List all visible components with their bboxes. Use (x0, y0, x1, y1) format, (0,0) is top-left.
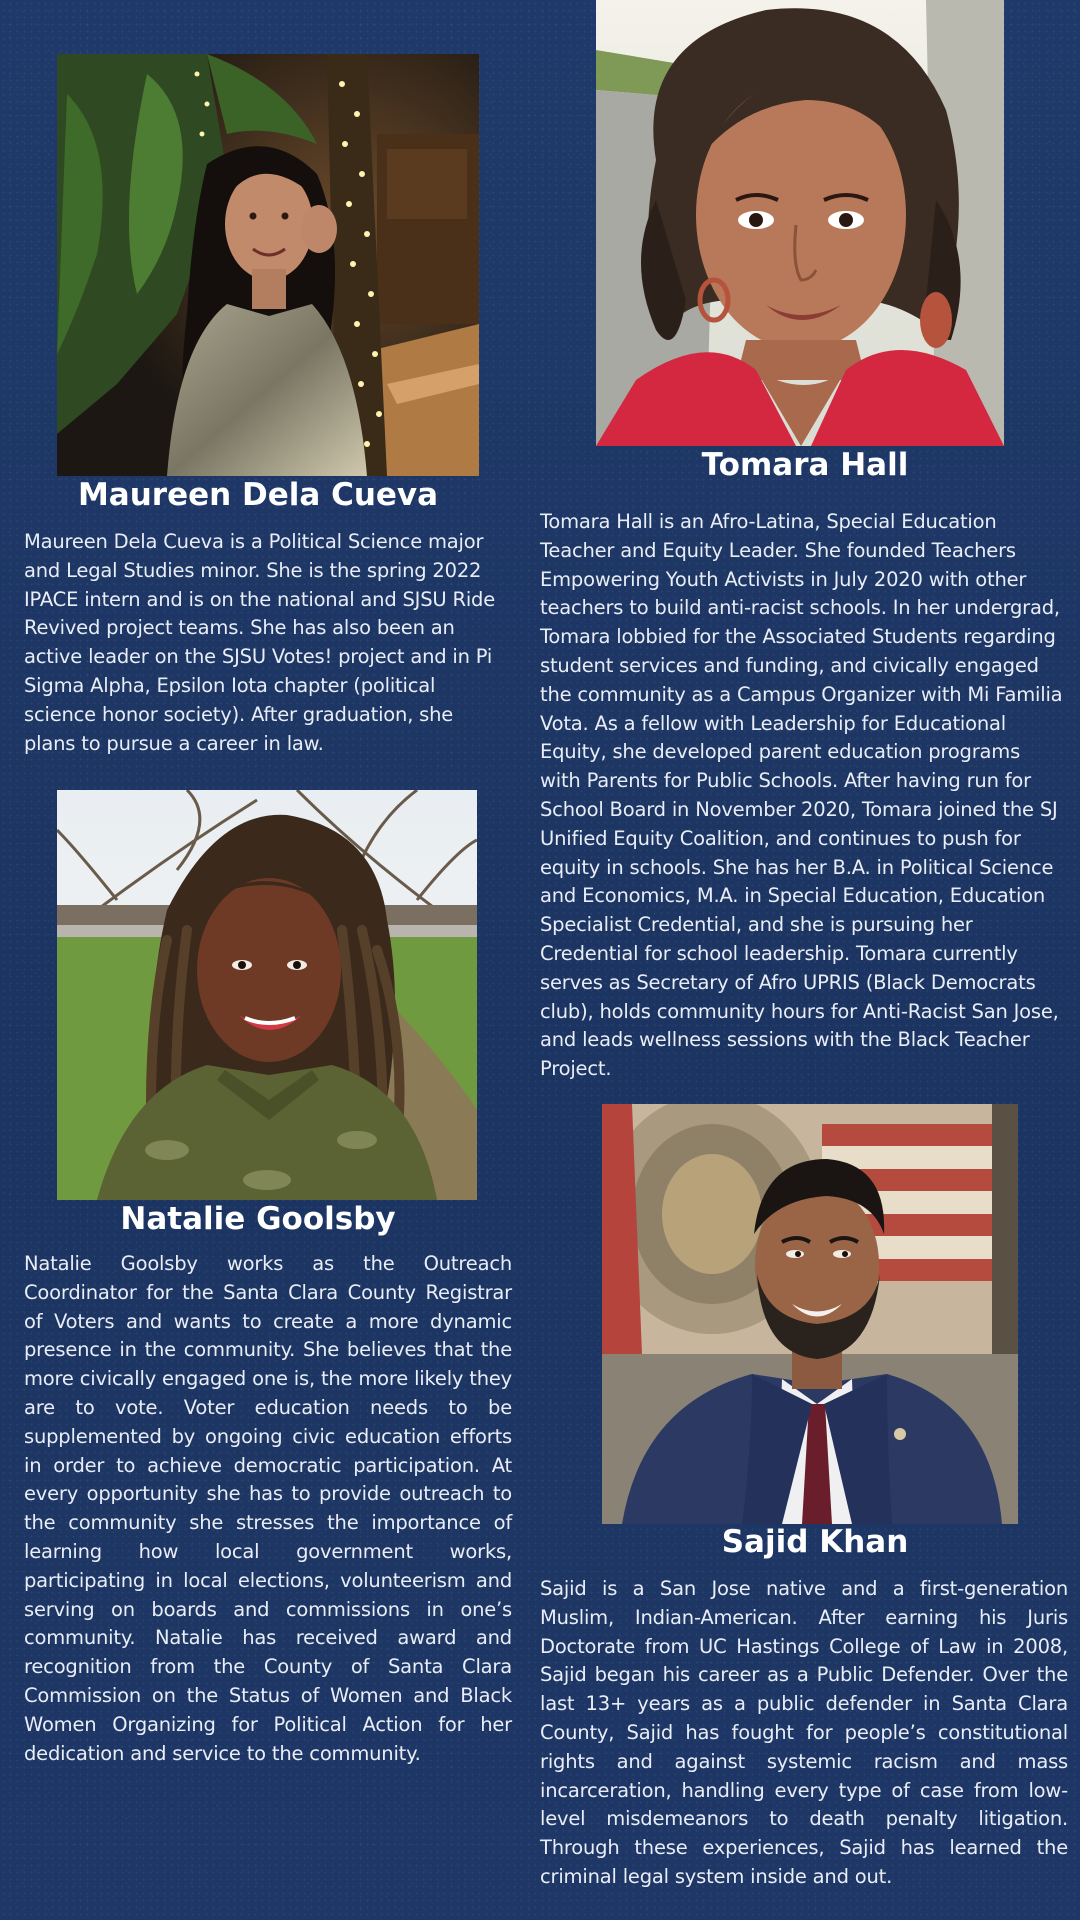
profile-name-tomara: Tomara Hall (701, 447, 909, 483)
profile-name-maureen: Maureen Dela Cueva (77, 477, 439, 513)
sajid-portrait-illustration (602, 1104, 1018, 1524)
profile-bio-maureen: Maureen Dela Cueva is a Political Science major and Legal Studies minor. She is the spring 2022 IPACE intern and is on the national and SJSU Ride Revived project teams. She has also been an active leader on the SJSU Votes! project and in Pi Sigma Alpha, Epsilon Iota chapter (political science honor society). After graduation, she plans to pursue a career in law. (24, 530, 496, 755)
profile-name-sajid: Sajid Khan (721, 1524, 909, 1560)
natalie-portrait-photo (57, 790, 477, 1200)
profile-bio-tomara: Tomara Hall is an Afro-Latina, Special Education Teacher and Equity Leader. She founded Teachers Empowering Youth Activists in July 2020 with other teachers to build anti-racist schools. In her undergrad, Tomara lobbied for the Associated Students regarding student services and funding, and civically engaged the community as a Campus Organizer with Mi Familia Vota. As a fellow with Leadership for Educational Equity, she developed parent education programs with Parents for Public Schools. After having run for School Board in November 2020, Tomara joined the SJ Unified Equity Coalition, and continues to push for equity in schools. She has her B.A. in Political Science and Economics, M.A. in Special Education, Education Specialist Credential, and she is pursuing her Credential for school leadership. Tomara currently serves as Secretary of Afro UPRIS (Black Democrats club), holds community hours for Anti-Racist San Jose, and leads wellness sessions with the Black Teacher Project. (540, 510, 1063, 1081)
natalie-portrait-illustration (57, 790, 477, 1200)
sajid-portrait-photo (602, 1104, 1018, 1524)
profile-bio-sajid: Sajid is a San Jose native and a first-generation Muslim, Indian-American. After earning his Juris Doctorate from UC Hastings College of Law in 2008, Sajid began his career as a Public Defender. Over the last 13+ years as a public defender in Santa Clara County, Sajid has fought for people’s constitutional rights and against systemic racism and mass incarceration, handling every type of case from low-level misdemeanors to death penalty litigation. Through these experiences, Sajid has learned the criminal legal system inside and out. (540, 1577, 1068, 1888)
tomara-portrait-illustration (596, 0, 1004, 446)
tomara-portrait-photo (596, 0, 1004, 446)
maureen-portrait-photo (57, 54, 479, 476)
maureen-portrait-illustration (57, 54, 479, 476)
profile-bio-natalie: Natalie Goolsby works as the Outreach Coordinator for the Santa Clara County Registrar of Voters and wants to create a more dynamic presence in the community. She believes that the more civically engaged one is, the more likely they are to vote. Voter education needs to be supplemented by ongoing civic education efforts in order to achieve democratic participation. At every opportunity she has to provide outreach to the community she stresses the importance of learning how local government works, participating in local elections, volunteerism and serving on boards and commissions in one’s community. Natalie has received award and recognition from the County of Santa Clara Commission on the Status of Women and Black Women Organizing for Political Action for her dedication and service to the community. (24, 1252, 512, 1765)
profile-name-natalie: Natalie Goolsby (120, 1201, 396, 1237)
